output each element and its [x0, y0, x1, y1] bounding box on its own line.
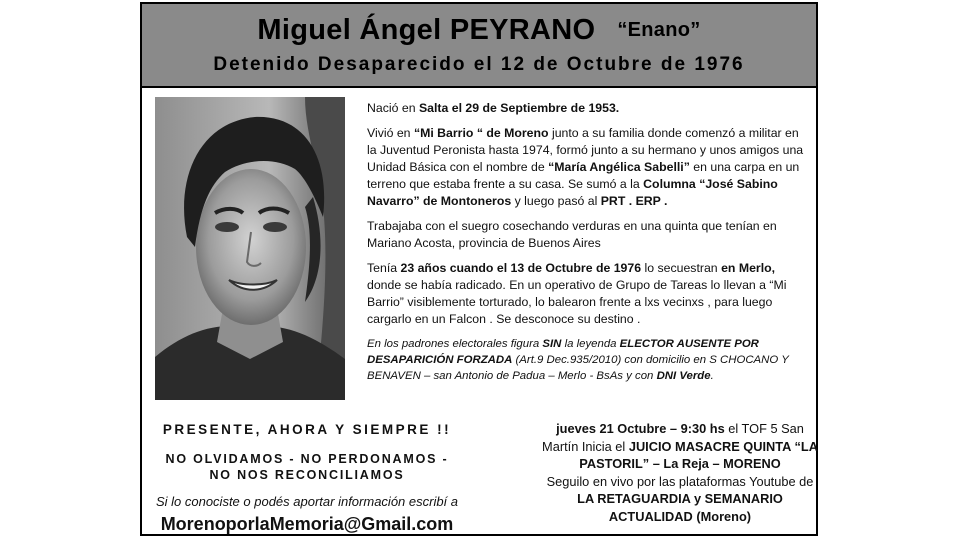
presente-slogan: PRESENTE, AHORA Y SIEMPRE !!	[162, 422, 452, 437]
portrait-image	[155, 97, 345, 400]
bio-text: Tenía	[367, 261, 401, 275]
bio-text: Vivió en	[367, 126, 414, 140]
bio-work: Trabajaba con el suegro cosechando verduras en una quinta que tenían en Mariano Acosta, provincia de Buenos Aires	[367, 219, 777, 250]
bio-text: lo secuestran	[641, 261, 722, 275]
bio-bold: PRT . ERP .	[600, 194, 668, 208]
stream-channels: LA RETAGUARDIA y SEMANARIO ACTUALIDAD (Moreno)	[577, 491, 783, 524]
person-name	[142, 14, 816, 47]
bio-bold: Salta el 29 de Septiembre de 1953.	[418, 101, 620, 115]
bio-bold: “Mi Barrio “ de Moreno	[413, 126, 549, 140]
bio-bold: DNI Verde	[656, 370, 711, 382]
bio-bold: en Merlo,	[721, 261, 776, 275]
bio-bold: ELECTOR AUSENTE POR DESAPARICIÓN FORZADA	[367, 338, 759, 366]
slogan-line-2: NO NOS RECONCILIAMOS	[209, 468, 405, 482]
poster-frame	[140, 2, 818, 536]
bio-text: en una carpa en un terreno que estaba frente a su casa. Se sumó a la	[367, 160, 800, 191]
trial-announcement	[540, 420, 820, 525]
bio-text: donde se había radicado. En un operativo de Grupo de Tareas lo llevan a “Mi Barrio” visiblemente torturado, lo balearon frente a lxs vecinxs , para luego cargarlo en un Falcon . Se desconoce su destino .	[367, 278, 787, 326]
nickname: “Enano”	[617, 19, 701, 41]
bio-birth	[367, 100, 807, 117]
contact-email[interactable]: MorenoporlaMemoria@Gmail.com	[160, 514, 454, 534]
bio-text: (Art.9 Dec.935/2010) con domicilio en S CHOCANO Y BENAVEN – san Antonio de Padua – Merlo - BsAs y con	[367, 354, 789, 382]
bio-militancy	[367, 125, 807, 210]
stream-text: Seguilo en vivo por las plataformas Youtube de	[546, 473, 814, 489]
bio-bold: 23 años cuando el 13 de Octubre de 1976	[400, 261, 642, 275]
slogan-line-1: NO OLVIDAMOS - NO PERDONAMOS -	[165, 452, 449, 466]
bio-text: junto a su familia donde comenzó a militar en la Juventud Peronista hasta 1974, formó junto a su hermano y unos amigos una Unidad Básica con el nombre de	[367, 126, 804, 174]
trial-name: JUICIO MASACRE QUINTA “LA PASTORIL” – La Reja – MORENO	[579, 438, 818, 471]
bio-text: y luego pasó al	[511, 194, 601, 208]
biography	[367, 100, 807, 392]
no-olvidamos-slogan	[142, 451, 472, 483]
header-banner	[142, 4, 816, 88]
bio-bold: Columna “José Sabino Navarro” de Montoneros	[367, 177, 778, 208]
bio-text: Nació en	[367, 101, 419, 115]
bio-text: la leyenda	[561, 338, 620, 350]
bio-electoral-record	[367, 336, 807, 384]
trial-date: jueves 21 Octubre – 9:30 hs	[556, 421, 725, 436]
contact-invite: Si lo conociste o podés aportar información escribí a	[155, 494, 459, 509]
bio-kidnapping	[367, 260, 807, 328]
portrait-photo	[155, 97, 345, 400]
disappearance-subtitle: Detenido Desaparecido el 12 de Octubre de 1976	[213, 54, 745, 75]
trial-text: el TOF 5 San Martín Inicia el	[542, 421, 804, 454]
bio-bold: SIN	[542, 338, 562, 350]
memory-slogans	[142, 422, 472, 535]
bio-bold: “María Angélica Sabelli”	[548, 160, 690, 174]
bio-text: .	[710, 370, 714, 382]
full-name: Miguel Ángel PEYRANO	[257, 14, 596, 46]
bio-text: En los padrones electorales figura	[367, 338, 543, 350]
